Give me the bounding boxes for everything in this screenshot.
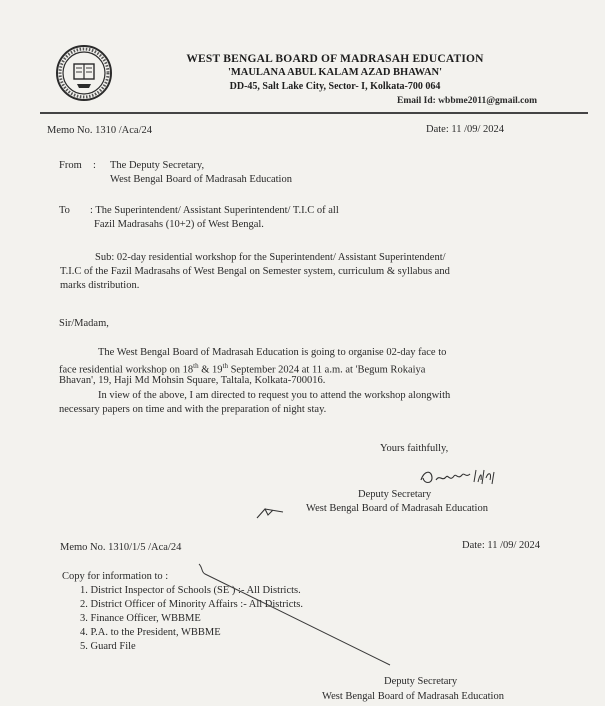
header-divider: [40, 112, 588, 114]
subject-line2: T.I.C of the Fazil Madrasahs of West Bengal on Semester system, curriculum & syllabus and: [60, 266, 450, 277]
from-label: From: [59, 160, 82, 171]
body-p2-line2: necessary papers on time and with the preparation of night stay.: [59, 404, 327, 415]
body-p1-line1: The West Bengal Board of Madrasah Education is going to organise 02-day face to: [98, 347, 447, 358]
closing-title: Deputy Secretary: [358, 489, 432, 500]
subject-line3: marks distribution.: [60, 280, 140, 291]
closing2-org: West Bengal Board of Madrasah Education: [322, 691, 504, 702]
to-label: To: [59, 205, 70, 216]
memo-number: Memo No. 1310 /Aca/24: [47, 125, 152, 136]
body-p1-line3: Bhavan', 19, Haji Md Mohsin Square, Taltala, Kolkata-700016.: [59, 375, 326, 386]
salutation: Sir/Madam,: [59, 318, 109, 329]
from-line2: West Bengal Board of Madrasah Education: [110, 174, 292, 185]
copy-item: 5. Guard File: [80, 641, 136, 652]
board-seal-logo: [55, 44, 113, 102]
closing2-title: Deputy Secretary: [384, 676, 458, 687]
copy-item: 4. P.A. to the President, WBBME: [80, 627, 221, 638]
bhawan-name: 'MAULANA ABUL KALAM AZAD BHAWAN': [227, 67, 443, 78]
memo2-number: Memo No. 1310/1/5 /Aca/24: [60, 542, 182, 553]
subject-line1: Sub: 02-day residential workshop for the Superintendent/ Assistant Superintendent/: [95, 252, 446, 263]
copy-heading: Copy for information to :: [62, 571, 169, 582]
closing-org: West Bengal Board of Madrasah Education: [306, 503, 488, 514]
copy-item: 1. District Inspector of Schools (SE ) :- All Districts.: [80, 585, 301, 596]
letterhead: [120, 52, 550, 94]
copy-item: 2. District Officer of Minority Affairs :- All Districts.: [80, 599, 303, 610]
from-separator: :: [93, 160, 96, 171]
board-email: Email Id: wbbme2011@gmail.com: [397, 96, 537, 106]
to-line1: : The Superintendent/ Assistant Superintendent/ T.I.C of all: [90, 205, 339, 216]
to-line2: Fazil Madrasahs (10+2) of West Bengal.: [94, 219, 264, 230]
board-name: WEST BENGAL BOARD OF MADRASAH EDUCATION: [186, 53, 484, 65]
signature-mark: [418, 458, 498, 492]
memo2-date: Date: 11 /09/ 2024: [462, 540, 541, 551]
copy-item: 3. Finance Officer, WBBME: [80, 613, 201, 624]
memo-date: Date: 11 /09/ 2024: [426, 124, 505, 135]
body-p2-line1: In view of the above, I am directed to request you to attend the workshop alongwith: [98, 390, 451, 401]
from-line1: The Deputy Secretary,: [110, 160, 205, 171]
initial-mark: [255, 506, 285, 520]
body-p1-line2: face residential workshop on 18th & 19th September 2024 at 11 a.m. at 'Begum Rokaiya: [59, 362, 426, 376]
pen-stroke-mark: [195, 560, 395, 670]
board-address: DD-45, Salt Lake City, Sector- I, Kolkata-700 064: [229, 81, 441, 92]
yours-faithfully: Yours faithfully,: [380, 443, 449, 454]
